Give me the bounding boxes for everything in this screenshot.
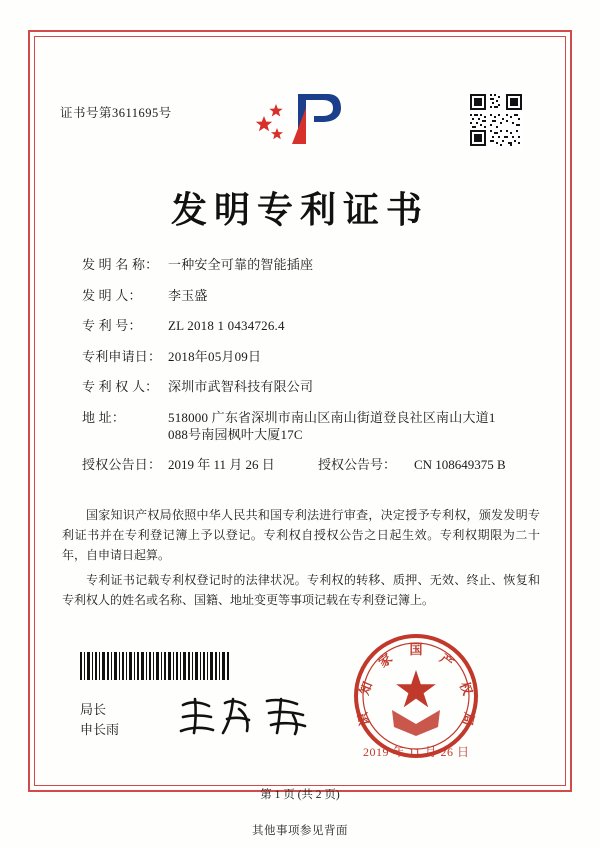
field-patentee — [82, 378, 522, 395]
address-line-2: 088号南园枫叶大厦17C — [168, 426, 303, 442]
field-invention-name — [82, 256, 522, 273]
field-address — [82, 409, 522, 443]
official-seal — [352, 632, 480, 760]
svg-text:产: 产 — [437, 650, 457, 671]
field-value: 李玉盛 — [168, 287, 208, 303]
field-patent-number — [82, 317, 522, 334]
page-title: 发明专利证书 — [170, 190, 429, 230]
grant-date-label: 授权公告日： — [82, 457, 162, 472]
svg-text:知: 知 — [356, 679, 376, 698]
field-label: 专利申请日： — [82, 348, 162, 364]
field-value — [168, 409, 522, 443]
footnote: 其他事项参见背面 — [252, 825, 348, 837]
handwritten-signature — [175, 693, 315, 739]
seal-date: 2019 年 11 月 26 日 — [363, 745, 470, 759]
field-value: 深圳市武智科技有限公司 — [168, 379, 314, 394]
svg-text:识: 识 — [354, 710, 373, 728]
qr-code — [468, 92, 524, 148]
field-label: 发 明 名 称： — [82, 257, 159, 272]
signatory-block — [80, 700, 119, 740]
signatory-name: 申长雨 — [80, 722, 120, 737]
paragraph-1: 国家知识产权局依照中华人民共和国专利法进行审查，决定授予专利权，颁发发明专利证书并在专利登记簿上予以登记。专利权自授权公告之日起生效。专利权期限为二十年，自申请日起算。 — [62, 508, 540, 562]
legal-paragraphs — [62, 505, 540, 615]
fields-list — [82, 256, 522, 487]
field-value: 一种安全可靠的智能插座 — [168, 257, 314, 272]
grant-number-label: 授权公告号： — [318, 457, 397, 472]
address-line-1: 518000 广东省深圳市南山区南山街道登良社区南山大道1 — [168, 409, 496, 425]
field-label: 地 址： — [82, 409, 126, 425]
field-inventor — [82, 287, 522, 304]
field-value: ZL 2018 1 0434726.4 — [168, 318, 285, 333]
field-label: 发 明 人： — [82, 287, 142, 303]
svg-text:权: 权 — [456, 679, 476, 698]
grant-number-value: CN 108649375 B — [414, 457, 506, 472]
field-application-date — [82, 348, 522, 365]
svg-text:家: 家 — [375, 650, 395, 671]
field-label: 专 利 权 人： — [82, 379, 159, 394]
grant-date-value: 2019 年 11 月 26 日 — [168, 457, 275, 472]
field-grant-publication — [82, 456, 522, 473]
barcode — [80, 652, 230, 680]
signatory-role: 局长 — [80, 702, 107, 717]
svg-text:局: 局 — [459, 710, 478, 728]
paragraph-2: 专利证书记载专利权登记时的法律状况。专利权的转移、质押、无效、终止、恢复和专利权人的姓名或名称、国籍、地址变更等事项记载在专利登记簿上。 — [62, 573, 540, 607]
cnipa-logo-icon — [252, 88, 342, 150]
svg-text:国: 国 — [409, 642, 423, 657]
field-label: 专 利 号： — [82, 318, 142, 333]
field-value: 2018年05月09日 — [168, 348, 262, 364]
page-number: 第 1 页 (共 2 页) — [260, 789, 340, 801]
certificate-number: 证书号第3611695号 — [60, 106, 172, 120]
